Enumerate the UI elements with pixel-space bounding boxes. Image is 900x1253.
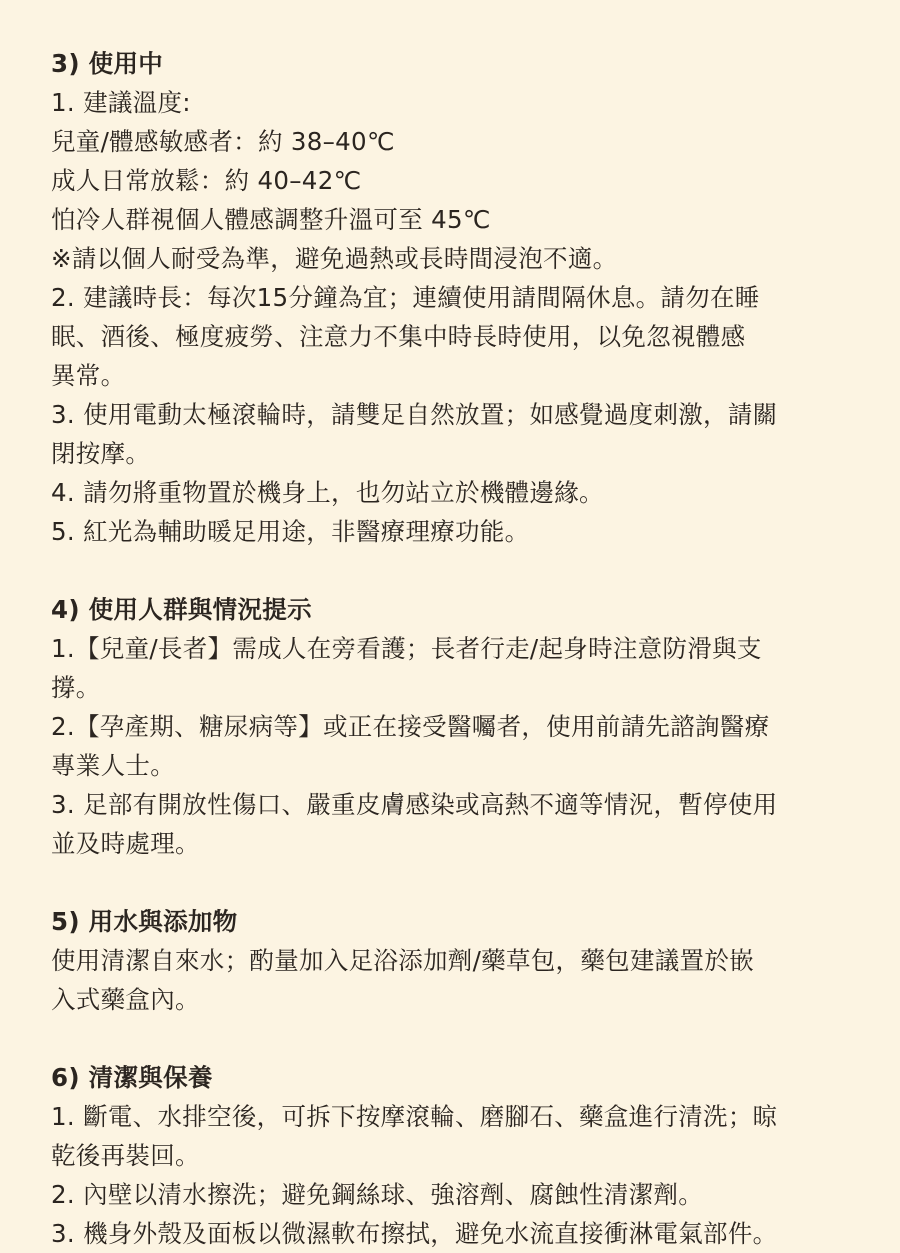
body-line: 2.【孕產期、糖尿病等】或正在接受醫囑者，使用前請先諮詢醫療 — [51, 712, 770, 741]
section-heading-user-groups: 4) 使用人群與情況提示 — [51, 595, 312, 624]
section-heading-water-additives: 5) 用水與添加物 — [51, 907, 238, 936]
section-spacer — [51, 863, 871, 902]
body-line: 3. 足部有開放性傷口、嚴重皮膚感染或高熱不適等情況，暫停使用 — [51, 790, 778, 819]
body-line: ※請以個人耐受為準，避免過熱或長時間浸泡不適。 — [51, 244, 618, 273]
body-line: 異常。 — [51, 361, 126, 390]
document-page — [51, 0, 871, 1253]
body-line: 使用清潔自來水；酌量加入足浴添加劑/藥草包，藥包建議置於嵌 — [51, 946, 754, 975]
body-line: 1. 建議溫度: — [51, 88, 191, 117]
body-line: 3. 使用電動太極滾輪時，請雙足自然放置；如感覺過度刺激，請關 — [51, 400, 778, 429]
body-line: 1.【兒童/長者】需成人在旁看護；長者行走/起身時注意防滑與支 — [51, 634, 762, 663]
section-water-additives — [51, 902, 871, 1019]
body-line: 閉按摩。 — [51, 439, 151, 468]
body-line: 5. 紅光為輔助暖足用途，非醫療理療功能。 — [51, 517, 530, 546]
body-line: 眠、酒後、極度疲勞、注意力不集中時長時使用，以免忽視體感 — [51, 322, 746, 351]
section-usage — [51, 44, 871, 551]
body-line: 1. 斷電、水排空後，可拆下按摩滾輪、磨腳石、藥盒進行清洗；晾 — [51, 1102, 778, 1131]
body-line: 2. 建議時長：每次15分鐘為宜；連續使用請間隔休息。請勿在睡 — [51, 283, 760, 312]
section-heading-cleaning: 6) 清潔與保養 — [51, 1063, 213, 1092]
body-line: 3. 機身外殼及面板以微濕軟布擦拭，避免水流直接衝淋電氣部件。 — [51, 1219, 778, 1248]
body-line: 4. 請勿將重物置於機身上，也勿站立於機體邊緣。 — [51, 478, 604, 507]
body-line: 入式藥盒內。 — [51, 985, 200, 1014]
body-line: 撐。 — [51, 673, 101, 702]
body-line: 兒童/體感敏感者：約 38–40℃ — [51, 127, 395, 156]
section-heading-usage: 3) 使用中 — [51, 49, 164, 78]
section-user-groups — [51, 590, 871, 863]
section-spacer — [51, 1019, 871, 1058]
section-cleaning — [51, 1058, 871, 1253]
body-line: 並及時處理。 — [51, 829, 200, 858]
section-spacer — [51, 551, 871, 590]
body-line: 2. 內壁以清水擦洗；避免鋼絲球、強溶劑、腐蝕性清潔劑。 — [51, 1180, 704, 1209]
body-line: 成人日常放鬆：約 40–42℃ — [51, 166, 362, 195]
body-line: 怕冷人群視個人體感調整升溫可至 45℃ — [51, 205, 491, 234]
section-spacer — [51, 5, 871, 44]
body-line: 專業人士。 — [51, 751, 175, 780]
body-line: 乾後再裝回。 — [51, 1141, 200, 1170]
